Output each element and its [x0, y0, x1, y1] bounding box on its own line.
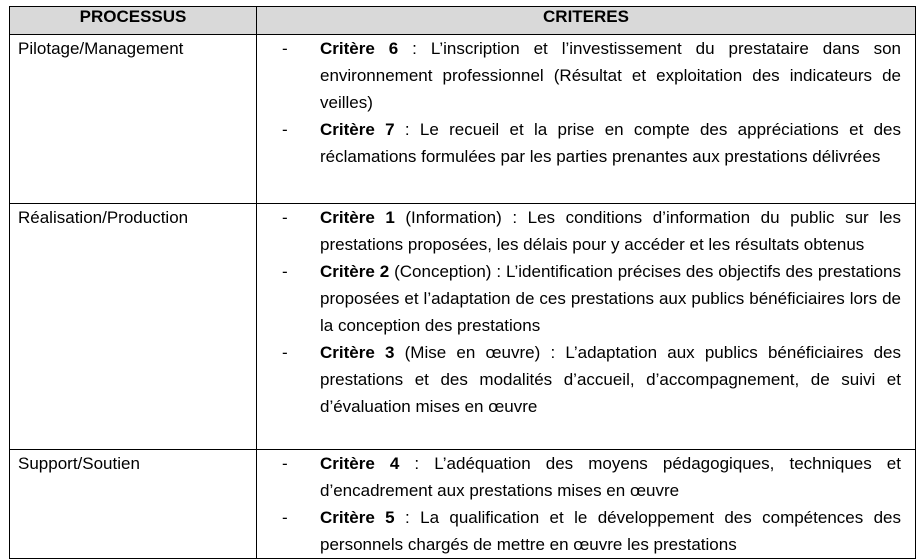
- criteria-list: [257, 450, 901, 558]
- criterion-label: Critère 2: [320, 262, 390, 281]
- dash-bullet: -: [282, 454, 288, 473]
- list-item: [10, 258, 901, 339]
- dash-bullet: -: [282, 208, 288, 227]
- criterion-label: Critère 7: [320, 120, 395, 139]
- criterion-text: : L’adéquation des moyens pédagogiques, techniques et d’encadrement aux prestations mises en œuvre: [320, 454, 901, 500]
- criterion-text: : Le recueil et la prise en compte des appréciations et des réclamations formulées par les parties prenantes aux prestations délivrées: [320, 120, 902, 166]
- criterion-label: Critère 4: [320, 454, 400, 473]
- list-item: [10, 450, 901, 504]
- processus-cell: Pilotage/Management: [10, 35, 257, 204]
- criteria-table: [9, 6, 916, 559]
- dash-bullet: -: [282, 39, 288, 58]
- criterion-label: Critère 6: [320, 39, 399, 58]
- criterion-text: : L’inscription et l’investissement du prestataire dans son environnement professionnel (Résultat et exploitation des indicateurs de veilles): [320, 39, 901, 112]
- criterion-text: (Mise en œuvre) : L’adaptation aux publics bénéficiaires des prestations et des modalités d’accueil, d’accompagnement, de suivi et d’évaluation mises en œuvre: [320, 343, 901, 416]
- processus-cell: Support/Soutien: [10, 450, 257, 559]
- criterion-label: Critère 3: [320, 343, 395, 362]
- criteria-list: [257, 35, 901, 170]
- dash-bullet: -: [282, 262, 288, 281]
- criterion-label: Critère 5: [320, 508, 395, 527]
- dash-bullet: -: [282, 343, 288, 362]
- dash-bullet: -: [282, 120, 288, 139]
- dash-bullet: -: [282, 508, 288, 527]
- list-item: [10, 116, 901, 170]
- table-row: [10, 450, 916, 559]
- table-row: [10, 204, 916, 450]
- criteria-list: [257, 204, 901, 420]
- table-row: [10, 35, 916, 204]
- header-row: [10, 7, 916, 35]
- list-item: [10, 204, 901, 258]
- list-item: [10, 504, 901, 558]
- list-item: [10, 35, 901, 116]
- criterion-label: Critère 1: [320, 208, 395, 227]
- criteria-cell: [257, 450, 916, 559]
- processus-cell: Réalisation/Production: [10, 204, 257, 450]
- list-item: [10, 339, 901, 420]
- header-criteres: CRITERES: [257, 7, 916, 35]
- criterion-text: (Conception) : L’identification précises des objectifs des prestations proposées et l’adaptation de ces prestations aux publics bénéficiaires lors de la conception des prestations: [320, 262, 902, 335]
- criterion-text: : La qualification et le développement des compétences des personnels chargés de mettre en œuvre les prestations: [320, 508, 902, 554]
- criteria-cell: [257, 204, 916, 450]
- criteria-cell: [257, 35, 916, 204]
- criterion-text: (Information) : Les conditions d’information du public sur les prestations proposées, les délais pour y accéder et les résultats obtenus: [320, 208, 901, 254]
- header-processus: PROCESSUS: [10, 7, 257, 35]
